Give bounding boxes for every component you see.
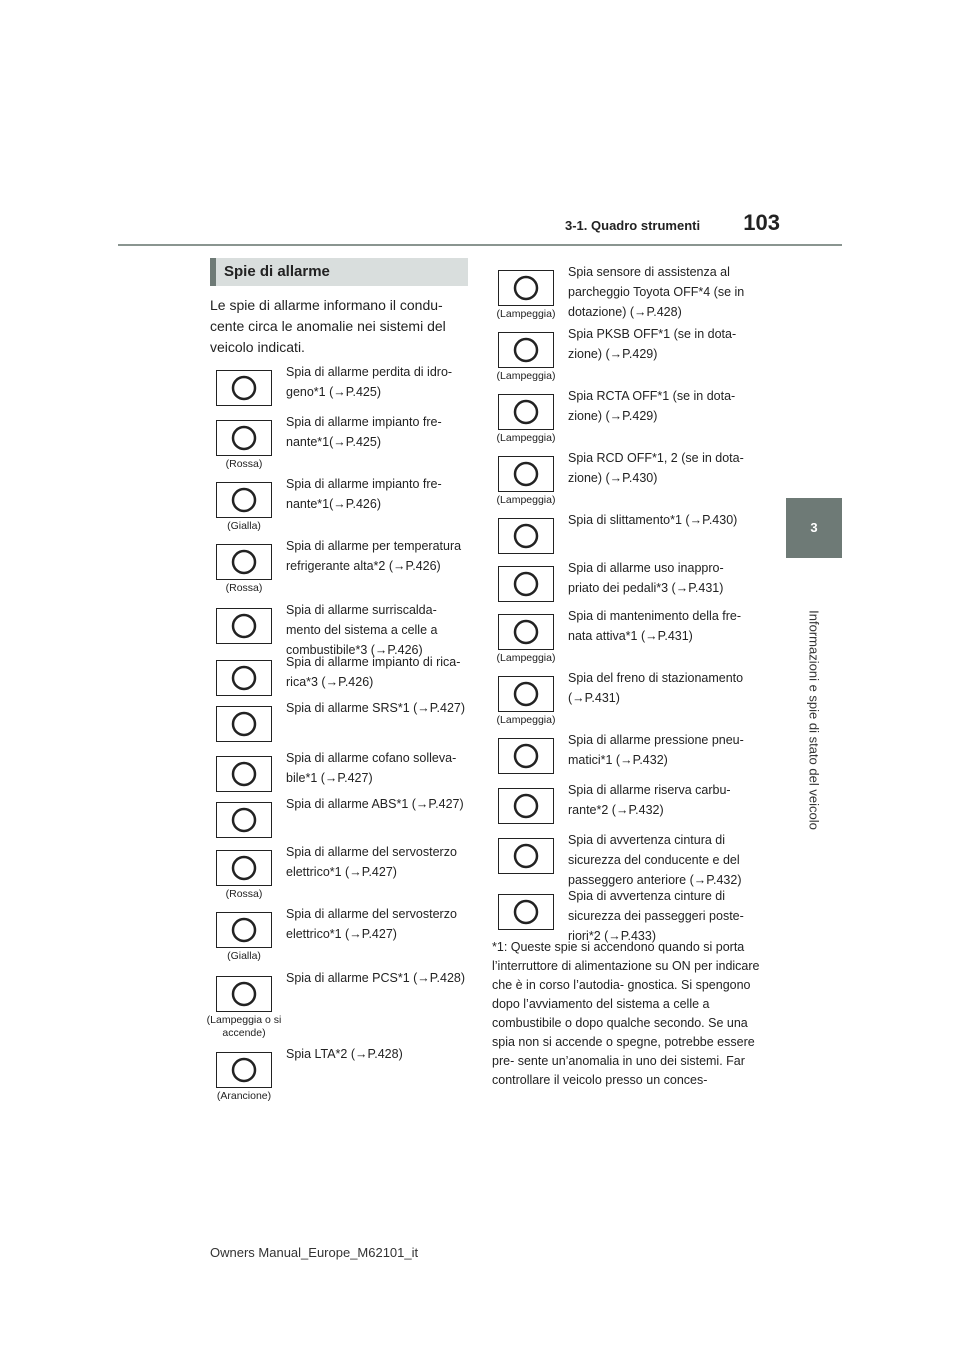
chapter-side-label: [786, 570, 842, 870]
indicator-description: Spia di avvertenza cintura di sicurezza del conducente e del passeggero anteriore (→P.432): [568, 833, 742, 887]
indicator-caption: (Rossa): [225, 888, 263, 900]
rcta-off-icon: [498, 394, 554, 430]
indicator-caption: (Gialla): [227, 950, 261, 962]
indicator-caption: (Gialla): [227, 520, 261, 532]
tire-pressure-icon: [498, 738, 554, 774]
indicator-description: Spia del freno di stazionamento (→P.431): [568, 671, 744, 705]
indicator-description: Spia di slittamento*1 (→P.430): [568, 513, 738, 527]
parking-brake-icon: [498, 676, 554, 712]
pcs-off-icon: [216, 976, 272, 1012]
indicator-description: Spia di allarme impianto di rica- rica*3 (→P.426): [286, 655, 461, 689]
indicator-description: Spia di allarme cofano solleva- bile*1 (→P.427): [286, 751, 457, 785]
page-footer: Owners Manual_Europe_M62101_it: [210, 1245, 419, 1260]
coolant-temp-icon: [216, 544, 272, 580]
slip-icon: [498, 518, 554, 554]
indicator-description: Spia di allarme del servosterzo elettrico*1 (→P.427): [286, 845, 457, 879]
h2-icon: [216, 370, 272, 406]
indicator-caption: (Lampeggia): [496, 714, 556, 726]
intro-paragraph: Le spie di allarme informano il condu- cente circa le anomalie nei sistemi del veicolo indicati.: [210, 297, 446, 355]
indicator-description: Spia di allarme impianto fre- nante*1(→P.425): [286, 415, 442, 449]
indicator-caption: (Lampeggia): [496, 308, 556, 320]
indicator-description: Spia di allarme ABS*1 (→P.427): [286, 797, 464, 811]
fuel-pump-icon: [498, 788, 554, 824]
indicator-description: Spia di mantenimento della fre- nata attiva*1 (→P.431): [568, 609, 742, 643]
brake-circle-icon: [216, 482, 272, 518]
battery-icon: [216, 660, 272, 696]
indicator-description: Spia di allarme surriscalda- mento del sistema a celle a combustibile*3 (→P.426): [286, 603, 438, 657]
hood-icon: [216, 756, 272, 792]
steering-warning-icon: [216, 850, 272, 886]
indicator-description: Spia di allarme PCS*1 (→P.428): [286, 971, 466, 985]
indicator-description: Spia di allarme SRS*1 (→P.427): [286, 701, 466, 715]
indicator-caption: (Lampeggia): [496, 370, 556, 382]
indicator-caption: (Lampeggia): [496, 652, 556, 664]
pedal-misuse-icon: [498, 566, 554, 602]
section-heading: 3-1. Quadro strumenti: [565, 218, 701, 233]
steering-warning-icon: [216, 912, 272, 948]
page-number: 103: [743, 210, 780, 235]
indicator-description: Spia LTA*2 (→P.428): [286, 1047, 403, 1061]
chapter-tab: 3: [786, 498, 842, 558]
indicator-caption: (Lampeggia o si accende): [206, 1014, 282, 1039]
indicator-description: Spia di allarme impianto fre- nante*1(→P.426): [286, 477, 442, 511]
indicator-description: Spia di avvertenza cinture di sicurezza dei passeggeri poste- riori*2 (→P.433): [568, 889, 744, 943]
chapter-side-text: Informazioni e spie di stato del veicolo: [806, 610, 822, 830]
parking-sensor-off-icon: [498, 270, 554, 306]
rcd-off-icon: [498, 456, 554, 492]
indicator-caption: (Lampeggia): [496, 494, 556, 506]
indicator-caption: (Rossa): [225, 582, 263, 594]
indicator-description: Spia PKSB OFF*1 (se in dota- zione) (→P.429): [568, 327, 737, 361]
fuel-cell-heat-icon: [216, 608, 272, 644]
abs-icon: [216, 802, 272, 838]
indicator-description: Spia di allarme pressione pneu- matici*1 (→P.432): [568, 733, 744, 767]
indicator-description: Spia sensore di assistenza al parcheggio Toyota OFF*4 (se in dotazione) (→P.428): [568, 265, 745, 319]
indicator-caption: (Lampeggia): [496, 432, 556, 444]
indicator-description: Spia di allarme per temperatura refrigerante alta*2 (→P.426): [286, 539, 462, 573]
lta-icon: [216, 1052, 272, 1088]
indicator-caption: (Arancione): [216, 1090, 272, 1102]
indicator-description: Spia RCTA OFF*1 (se in dota- zione) (→P.429): [568, 389, 736, 423]
indicator-description: Spia RCD OFF*1, 2 (se in dota- zione) (→P.430): [568, 451, 744, 485]
hold-icon: [498, 614, 554, 650]
indicator-caption: (Rossa): [225, 458, 263, 470]
header-rule: [118, 244, 842, 246]
indicator-description: Spia di allarme del servosterzo elettrico*1 (→P.427): [286, 907, 457, 941]
indicator-description: Spia di allarme perdita di idro- geno*1 (→P.425): [286, 365, 453, 399]
srs-airbag-icon: [216, 706, 272, 742]
indicator-description: Spia di allarme riserva carbu- rante*2 (→P.432): [568, 783, 731, 817]
footnote: *1: Queste spie si accendono quando si porta l’interruttore di alimentazione su ON per indicare che è in corso l’autodia- gnostica. Si spengono dopo l’avviamento del sistema a celle a combustibile o dopo qualche secondo. Se una spia non si accende o spegne, potrebbe essere pre- sente un’anomalia in uno dei sistemi. Far controllare il veicolo presso un conces-: [492, 940, 760, 1087]
pksb-off-icon: [498, 332, 554, 368]
indicator-description: Spia di allarme uso inappro- priato dei pedali*3 (→P.431): [568, 561, 724, 595]
rear-seatbelt-icon: [498, 894, 554, 930]
brake-circle-icon: [216, 420, 272, 456]
section-title: Spie di allarme: [210, 258, 468, 286]
seatbelt-icon: [498, 838, 554, 874]
